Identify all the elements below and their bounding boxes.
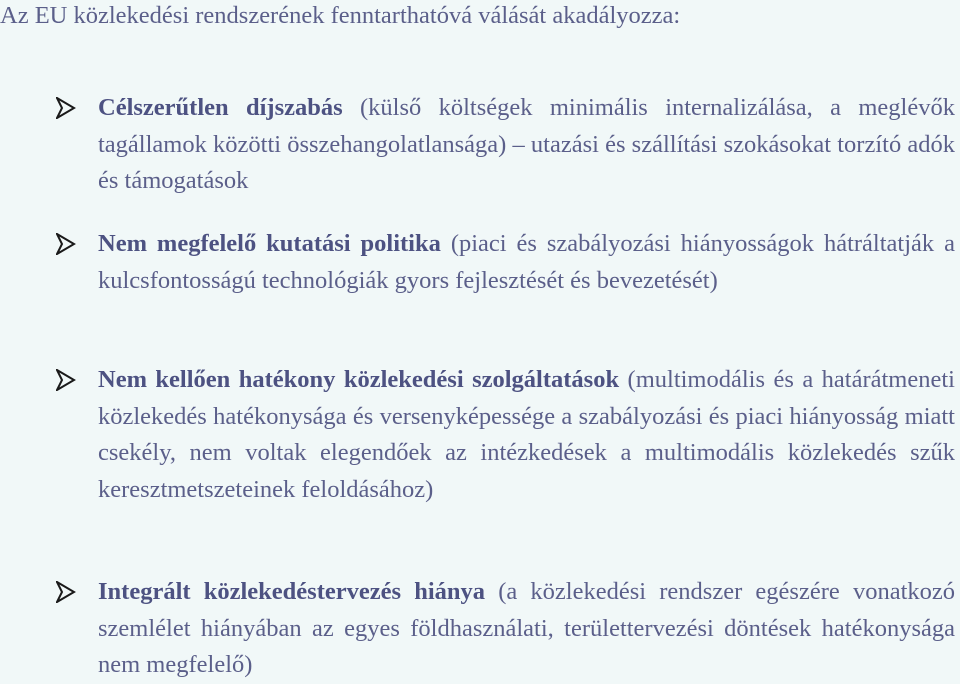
- bullet-description: (multimodális és a határátmeneti közlekedés hatékonysága és versenyképessége a szabályozási és piaci hiányosság miatt csekély, nem voltak elegendőek az intézkedések a multimodális közlekedés szűk keresztmetszeteinek feloldásához): [98, 366, 955, 503]
- bullet-heading: Integrált közlekedéstervezés hiánya: [98, 578, 486, 605]
- bullet-heading: Nem kellően hatékony közlekedési szolgáltatások: [98, 366, 620, 393]
- arrowhead-bullet-icon: [56, 233, 76, 255]
- bullet-heading: Célszerűtlen díjszabás: [98, 94, 343, 121]
- bullet-text: [98, 226, 955, 299]
- arrowhead-bullet-icon: [56, 581, 76, 603]
- bullet-heading: Nem megfelelő kutatási politika: [98, 230, 441, 257]
- bullet-text: [98, 574, 955, 684]
- bullet-description: (a közlekedési rendszer egészére vonatkozó szemlélet hiányában az egyes földhasználati, területtervezési döntések hatékonysága nem megfelelő): [98, 578, 955, 679]
- bullet-description: (piaci és szabályozási hiányosságok hátráltatják a kulcsfontosságú technológiák gyors fejlesztését és bevezetését): [98, 230, 955, 294]
- bullet-text: [98, 362, 955, 508]
- slide-title: Az EU közlekedési rendszerének fenntarthatóvá válását akadályozza:: [0, 2, 681, 29]
- arrowhead-bullet-icon: [56, 97, 76, 119]
- arrowhead-bullet-icon: [56, 369, 76, 391]
- bullet-text: [98, 90, 955, 200]
- bullet-description: (külső költségek minimális internalizálása, a meglévők tagállamok közötti összehangolatlansága) – utazási és szállítási szokásokat torzító adók és támogatások: [98, 94, 955, 195]
